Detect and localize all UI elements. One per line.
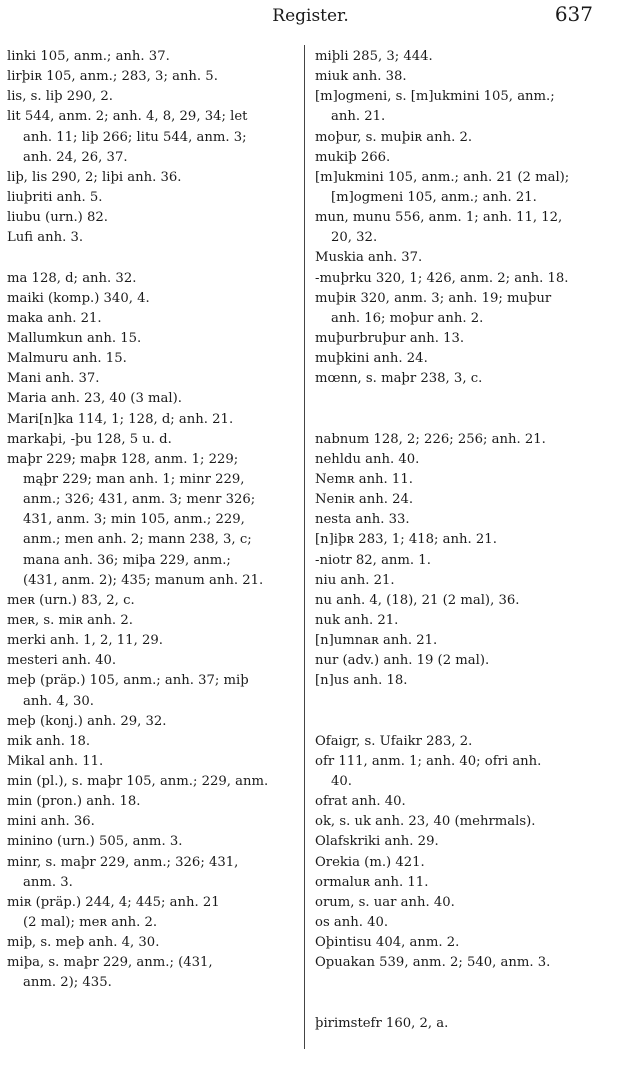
index-entry: ormaluʀ anh. 11.: [315, 874, 429, 890]
index-entry: maiki (komp.) 340, 4.: [7, 290, 150, 306]
index-entry: merki anh. 1, 2, 11, 29.: [7, 633, 163, 649]
index-entry: Ofaigr, s. Ufaikr 283, 2.: [315, 733, 473, 749]
index-entry: [7, 248, 297, 268]
index-entry: Olafskriki anh. 29.: [315, 834, 439, 850]
index-entry: Mallumkun anh. 15.: [7, 330, 142, 346]
index-entry: meʀ (urn.) 83, 2, c.: [7, 592, 135, 608]
index-entry-continuation: anh. 4, 30.: [23, 693, 94, 709]
index-entry: Maria anh. 23, 40 (3 mal).: [7, 391, 182, 407]
index-entry: maþr 229; maþʀ 128, anm. 1; 229;: [7, 451, 239, 467]
index-entry: meʀ, s. miʀ anh. 2.: [7, 612, 133, 628]
index-entry-continuation: (2 mal); meʀ anh. 2.: [23, 915, 158, 931]
index-entry: nuk anh. 21.: [315, 612, 399, 628]
index-entry-continuation: anm.; 326; 431, anm. 3; menr 326;: [23, 492, 256, 508]
index-entry: mœnn, s. maþr 238, 3, c.: [315, 371, 483, 387]
index-entry: Mari[n]ka 114, 1; 128, d; anh. 21.: [7, 411, 234, 427]
index-entry-continuation: anh. 21.: [331, 109, 386, 125]
index-entry-continuation: anm.; men anh. 2; mann 238, 3, c;: [23, 532, 252, 548]
index-entry: [n]us anh. 18.: [315, 673, 408, 689]
index-entry: markaþi, -þu 128, 5 u. d.: [7, 431, 172, 447]
index-column-left: [7, 47, 297, 994]
index-entry: miþa, s. maþr 229, anm.; (431,: [7, 955, 213, 971]
index-entry: minino (urn.) 505, anm. 3.: [7, 834, 183, 850]
index-entry: minr, s. maþr 229, anm.; 326; 431,: [7, 854, 239, 870]
index-entry: [m]ogmeni, s. [m]ukmini 105, anm.;: [315, 89, 555, 105]
index-entry: muþurbruþur anh. 13.: [315, 330, 465, 346]
index-entry: nu anh. 4, (18), 21 (2 mal), 36.: [315, 592, 520, 608]
index-entry: Oþintisu 404, anm. 2.: [315, 935, 460, 951]
index-entry-continuation: [m]ogmeni 105, anm.; anh. 21.: [331, 189, 537, 205]
index-entry: -niotr 82, anm. 1.: [315, 552, 431, 568]
page-header: [0, 0, 621, 40]
index-entry: miʀ (präp.) 244, 4; 445; anh. 21: [7, 894, 220, 910]
index-entry: ma 128, d; anh. 32.: [7, 270, 137, 286]
index-entry: lit 544, anm. 2; anh. 4, 8, 29, 34; let: [7, 109, 248, 125]
index-entry: muþiʀ 320, anm. 3; anh. 19; muþur: [315, 290, 552, 306]
index-entry: miuk anh. 38.: [315, 69, 407, 85]
index-entry-continuation: 431, anm. 3; min 105, anm.; 229,: [23, 512, 245, 528]
index-entry: miþ, s. meþ anh. 4, 30.: [7, 935, 160, 951]
index-entry: niu anh. 21.: [315, 572, 395, 588]
index-entry: [315, 712, 605, 732]
index-entry: os anh. 40.: [315, 915, 389, 931]
index-entry: Lufi anh. 3.: [7, 230, 84, 246]
index-entry: moþur, s. muþiʀ anh. 2.: [315, 129, 473, 145]
index-entry-continuation: anm. 2); 435.: [23, 975, 112, 991]
index-entry: linki 105, anm.; anh. 37.: [7, 49, 170, 64]
index-entry: nehldu anh. 40.: [315, 451, 420, 467]
index-entry: ok, s. uk anh. 23, 40 (mehrmals).: [315, 814, 536, 830]
index-entry: mini anh. 36.: [7, 814, 95, 830]
index-column-right: [315, 47, 605, 1034]
index-entry: nur (adv.) anh. 19 (2 mal).: [315, 653, 490, 669]
index-entry: liubu (urn.) 82.: [7, 210, 108, 226]
index-entry: Nemʀ anh. 11.: [315, 471, 413, 487]
index-entry: lirþiʀ 105, anm.; 283, 3; anh. 5.: [7, 69, 218, 85]
index-entry: [315, 994, 605, 1014]
index-entry: mun, munu 556, anm. 1; anh. 11, 12,: [315, 210, 563, 226]
index-entry: meþ (präp.) 105, anm.; anh. 37; miþ: [7, 673, 249, 689]
index-entry: [n]umnaʀ anh. 21.: [315, 633, 438, 649]
page-number: 637: [554, 2, 593, 26]
index-entry-continuation: anm. 3.: [23, 874, 73, 890]
index-entry-continuation: anh. 16; moþur anh. 2.: [331, 310, 484, 326]
index-entry-continuation: anh. 11; liþ 266; litu 544, anm. 3;: [23, 129, 247, 145]
index-entry: Neniʀ anh. 24.: [315, 492, 414, 508]
index-entry: Malmuru anh. 15.: [7, 351, 127, 367]
index-entry: ofr 111, anm. 1; anh. 40; ofri anh.: [315, 753, 542, 769]
index-entry: [315, 692, 605, 712]
index-entry: mesteri anh. 40.: [7, 653, 117, 669]
index-entry-continuation: mana anh. 36; miþa 229, anm.;: [23, 552, 231, 568]
index-entry-continuation: 20, 32.: [331, 230, 378, 246]
index-entry: nesta anh. 33.: [315, 512, 410, 528]
column-divider: [304, 45, 305, 1049]
index-entry: Orekia (m.) 421.: [315, 854, 425, 870]
index-entry: Muskia anh. 37.: [315, 250, 423, 266]
index-entry: liþ, lis 290, 2; liþi anh. 36.: [7, 169, 182, 185]
index-entry: muþkini anh. 24.: [315, 351, 428, 367]
index-entry: -muþrku 320, 1; 426, anm. 2; anh. 18.: [315, 270, 569, 286]
index-entry: mukiþ 266.: [315, 149, 391, 165]
running-title: Register.: [272, 6, 349, 26]
index-entry-continuation: (431, anm. 2); 435; manum anh. 21.: [23, 572, 264, 588]
index-entry-continuation: 40.: [331, 774, 352, 790]
index-entry: ofrat anh. 40.: [315, 794, 406, 810]
index-entry: Opuakan 539, anm. 2; 540, anm. 3.: [315, 955, 551, 971]
index-entry: [m]ukmini 105, anm.; anh. 21 (2 mal);: [315, 169, 570, 185]
index-entry: lis, s. liþ 290, 2.: [7, 89, 113, 105]
index-entry: miþli 285, 3; 444.: [315, 49, 433, 64]
index-entry: orum, s. uar anh. 40.: [315, 894, 455, 910]
index-entry: nabnum 128, 2; 226; 256; anh. 21.: [315, 431, 546, 447]
index-entry: min (pl.), s. maþr 105, anm.; 229, anm.: [7, 774, 269, 790]
index-entry: Mikal anh. 11.: [7, 753, 104, 769]
index-entry-continuation: mąþr 229; man anh. 1; minr 229,: [23, 471, 245, 487]
index-entry: meþ (konj.) anh. 29, 32.: [7, 713, 167, 729]
index-entry: min (pron.) anh. 18.: [7, 794, 141, 810]
index-entry: mik anh. 18.: [7, 733, 91, 749]
index-entry: liuþriti anh. 5.: [7, 189, 103, 205]
index-entry: [315, 973, 605, 993]
index-entry-continuation: anh. 24, 26, 37.: [23, 149, 128, 165]
index-entry: [n]iþʀ 283, 1; 418; anh. 21.: [315, 532, 497, 548]
index-entry: þirimstefr 160, 2, a.: [315, 1015, 449, 1031]
index-entry: [315, 389, 605, 409]
index-entry: Mani anh. 37.: [7, 371, 100, 387]
index-entry: maka anh. 21.: [7, 310, 102, 326]
index-entry: [315, 410, 605, 430]
